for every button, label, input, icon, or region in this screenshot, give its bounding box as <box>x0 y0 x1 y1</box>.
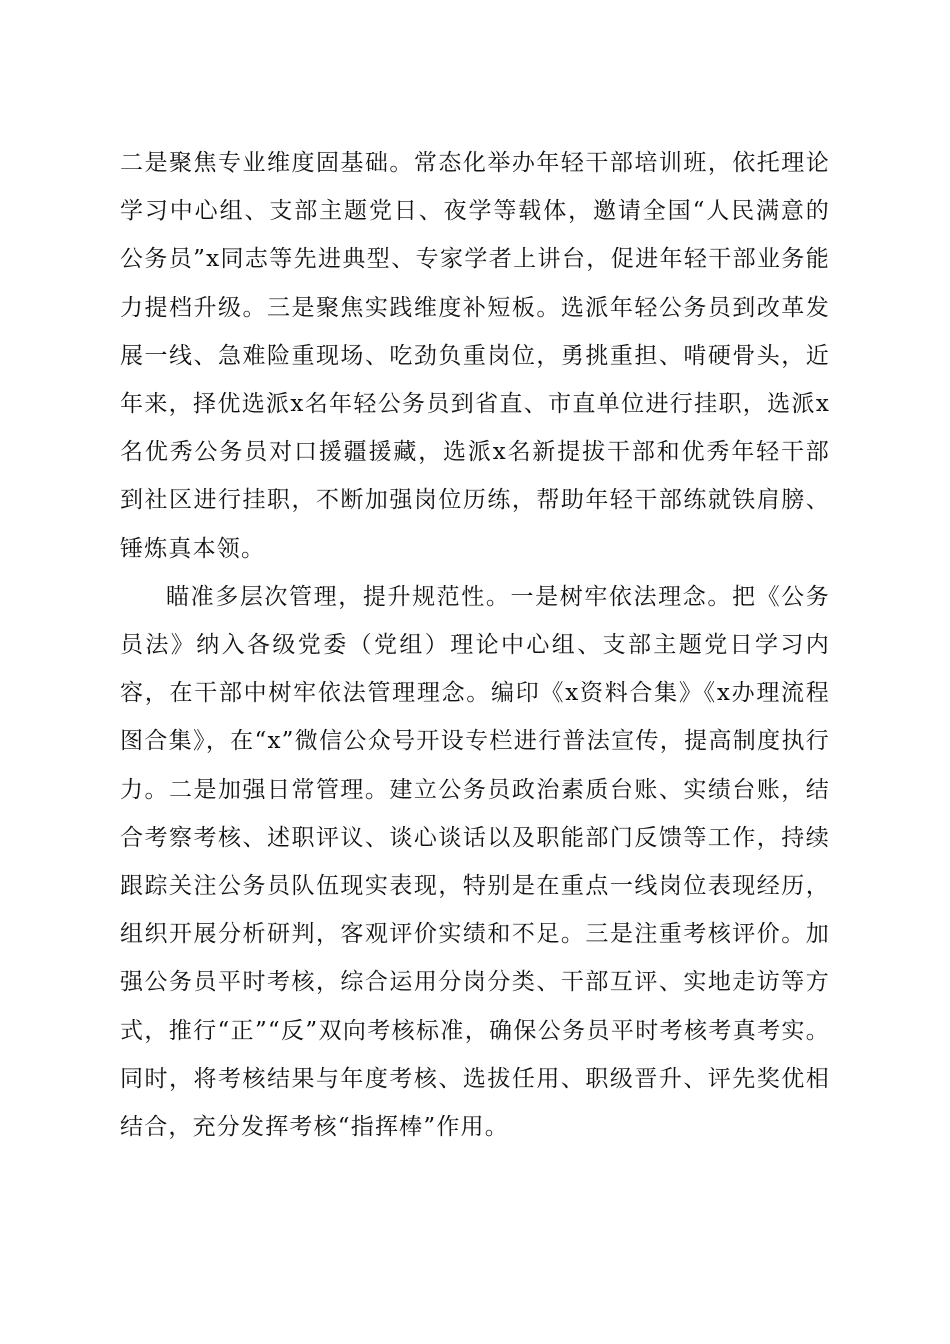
paragraph-multilevel-management: 瞄准多层次管理，提升规范性。一是树牢依法理念。把《公务员法》纳入各级党委（党组）理论中心组、支部主题党日学习内容，在干部中树牢依法管理理念。编印《x资料合集》《x办理流程图合集》，在“x”微信公众号开设专栏进行普法宣传，提高制度执行力。二是加强日常管理。建立公务员政治素质台账、实绩台账，结合考察考核、述职评议、谈心谈话以及职能部门反馈等工作，持续跟踪关注公务员队伍现实表现，特别是在重点一线岗位表现经历，组织开展分析研判，客观评价实绩和不足。三是注重考核评价。加强公务员平时考核，综合运用分岗分类、干部互评、实地走访等方式，推行“正”“反”双向考核标准，确保公务员平时考核考真考实。同时，将考核结果与年度考核、选拔任用、职级晋升、评先奖优相结合，充分发挥考核“指挥棒”作用。 <box>120 583 830 1141</box>
paragraph-professional-dimension: 二是聚焦专业维度固基础。常态化举办年轻干部培训班，依托理论学习中心组、支部主题党日、夜学等载体，邀请全国“人民满意的公务员”x同志等先进典型、专家学者上讲台，促进年轻干部业务能力提档升级。三是聚焦实践维度补短板。选派年轻公务员到改革发展一线、急难险重现场、吃劲负重岗位，勇挑重担、啃硬骨头，近年来，择优选派x名年轻公务员到省直、市直单位进行挂职，选派x名优秀公务员对口援疆援藏，选派x名新提拔干部和优秀年轻干部到社区进行挂职，不断加强岗位历练，帮助年轻干部练就铁肩膀、锤炼真本领。 <box>120 150 830 562</box>
document-body <box>120 139 830 1151</box>
